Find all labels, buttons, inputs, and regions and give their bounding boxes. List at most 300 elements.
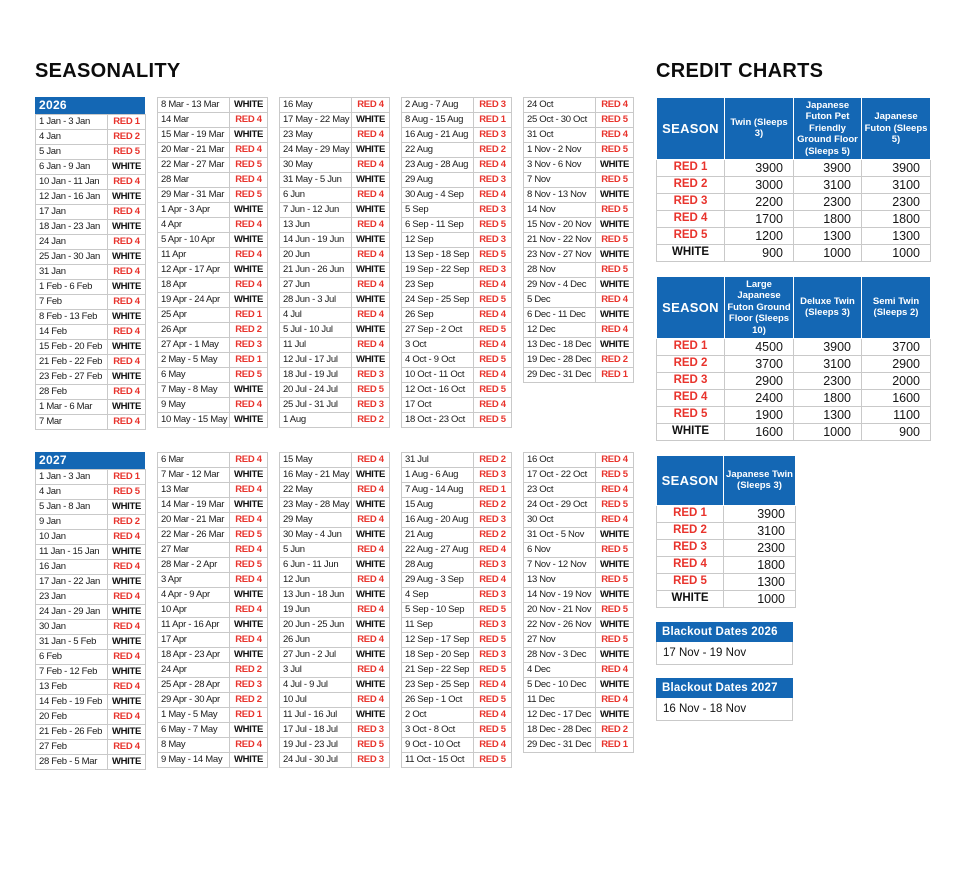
date-range-cell: 28 Nov	[524, 263, 596, 278]
date-range-cell: 6 Feb	[36, 650, 108, 665]
date-range-cell: 4 Jan	[36, 485, 108, 500]
season-cell: RED 4	[474, 543, 512, 558]
season-row	[158, 383, 268, 398]
credit-season-cell: RED 3	[657, 539, 724, 556]
season-cell: RED 5	[230, 368, 268, 383]
season-column-3	[279, 97, 389, 428]
season-row	[158, 233, 268, 248]
season-cell: RED 3	[474, 233, 512, 248]
credit-value-cell: 2300	[862, 193, 931, 210]
season-row	[524, 338, 634, 353]
credit-value-cell: 3900	[862, 159, 931, 176]
season-cell: RED 3	[474, 263, 512, 278]
date-range-cell: 20 Jun - 25 Jun	[280, 618, 352, 633]
season-row	[158, 543, 268, 558]
date-range-cell: 16 Aug - 20 Aug	[402, 513, 474, 528]
season-cell: RED 5	[596, 143, 634, 158]
date-range-cell: 10 Jan	[36, 530, 108, 545]
season-row	[280, 678, 390, 693]
date-range-cell: 4 Oct - 9 Oct	[402, 353, 474, 368]
date-range-cell: 28 Mar - 2 Apr	[158, 558, 230, 573]
season-row	[158, 113, 268, 128]
season-cell: RED 2	[596, 353, 634, 368]
season-row	[524, 723, 634, 738]
season-cell: RED 1	[108, 115, 146, 130]
credit-season-cell: RED 5	[657, 406, 725, 423]
season-row	[36, 485, 146, 500]
credit-value-cell: 1000	[862, 244, 931, 261]
date-range-cell: 26 Apr	[158, 323, 230, 338]
season-row	[524, 588, 634, 603]
season-column-3	[279, 452, 389, 768]
season-row	[524, 618, 634, 633]
season-row	[158, 218, 268, 233]
season-cell: WHITE	[108, 575, 146, 590]
season-cell: RED 5	[230, 558, 268, 573]
credit-row	[657, 355, 931, 372]
season-row	[280, 453, 390, 468]
season-cell: WHITE	[108, 755, 146, 770]
date-range-cell: 29 May	[280, 513, 352, 528]
date-range-cell: 4 Apr - 9 Apr	[158, 588, 230, 603]
season-row	[36, 160, 146, 175]
credit-value-cell: 2000	[862, 372, 931, 389]
season-row	[524, 233, 634, 248]
season-row	[402, 648, 512, 663]
season-row	[158, 588, 268, 603]
season-row	[280, 158, 390, 173]
date-range-cell: 20 Jun	[280, 248, 352, 263]
season-row	[158, 483, 268, 498]
date-range-cell: 30 May - 4 Jun	[280, 528, 352, 543]
date-range-cell: 23 Nov - 27 Nov	[524, 248, 596, 263]
season-row	[36, 545, 146, 560]
credit-row	[657, 539, 796, 556]
date-range-cell: 14 Jun - 19 Jun	[280, 233, 352, 248]
credit-charts-section	[656, 60, 936, 734]
date-range-cell: 29 Aug - 3 Sep	[402, 573, 474, 588]
season-cell: RED 4	[352, 188, 390, 203]
season-row	[158, 413, 268, 428]
season-row	[280, 573, 390, 588]
season-cell: RED 2	[108, 515, 146, 530]
season-row	[158, 663, 268, 678]
date-range-cell: 27 Apr - 1 May	[158, 338, 230, 353]
date-range-cell: 11 Jan - 15 Jan	[36, 545, 108, 560]
season-cell: RED 4	[352, 158, 390, 173]
blackout-box-1	[656, 622, 793, 665]
season-row	[402, 513, 512, 528]
date-range-cell: 5 Dec	[524, 293, 596, 308]
season-cell: WHITE	[230, 498, 268, 513]
season-row	[524, 693, 634, 708]
season-row	[280, 413, 390, 428]
season-cell: WHITE	[108, 605, 146, 620]
season-row	[36, 590, 146, 605]
season-row	[158, 573, 268, 588]
date-range-cell: 4 Dec	[524, 663, 596, 678]
credit-season-cell: RED 5	[657, 227, 725, 244]
date-range-cell: 18 Oct - 23 Oct	[402, 413, 474, 428]
date-range-cell: 11 Dec	[524, 693, 596, 708]
season-cell: WHITE	[596, 618, 634, 633]
season-row	[158, 338, 268, 353]
season-row	[524, 453, 634, 468]
season-row	[158, 693, 268, 708]
season-cell: RED 4	[230, 633, 268, 648]
date-range-cell: 19 Jun	[280, 603, 352, 618]
season-row	[524, 368, 634, 383]
season-cell: RED 5	[474, 218, 512, 233]
season-row	[402, 323, 512, 338]
date-range-cell: 7 Feb	[36, 295, 108, 310]
seasonality-title: SEASONALITY	[35, 60, 181, 82]
date-range-cell: 17 May - 22 May	[280, 113, 352, 128]
season-row	[524, 203, 634, 218]
seasonality-table	[157, 97, 268, 428]
season-cell: RED 4	[108, 205, 146, 220]
season-cell: RED 5	[596, 263, 634, 278]
season-row	[402, 308, 512, 323]
season-row	[280, 218, 390, 233]
date-range-cell: 23 Feb - 27 Feb	[36, 370, 108, 385]
season-row	[524, 513, 634, 528]
season-cell: RED 5	[474, 248, 512, 263]
date-range-cell: 8 Aug - 15 Aug	[402, 113, 474, 128]
season-row	[402, 263, 512, 278]
date-range-cell: 31 Oct - 5 Nov	[524, 528, 596, 543]
season-row	[36, 635, 146, 650]
season-column-2	[157, 97, 267, 428]
blackout-boxes	[656, 622, 936, 721]
season-cell: RED 5	[108, 485, 146, 500]
season-cell: RED 5	[474, 383, 512, 398]
season-cell: WHITE	[108, 370, 146, 385]
season-cell: WHITE	[596, 588, 634, 603]
season-row	[280, 708, 390, 723]
season-row	[158, 158, 268, 173]
date-range-cell: 11 Oct - 15 Oct	[402, 753, 474, 768]
season-cell: WHITE	[108, 500, 146, 515]
credit-row	[657, 338, 931, 355]
date-range-cell: 27 Sep - 2 Oct	[402, 323, 474, 338]
date-range-cell: 29 Dec - 31 Dec	[524, 738, 596, 753]
date-range-cell: 31 May - 5 Jun	[280, 173, 352, 188]
date-range-cell: 30 May	[280, 158, 352, 173]
season-cell: WHITE	[352, 558, 390, 573]
credit-table-1	[656, 97, 931, 262]
year-block-2027	[35, 452, 635, 770]
date-range-cell: 16 Aug - 21 Aug	[402, 128, 474, 143]
date-range-cell: 25 Jul - 31 Jul	[280, 398, 352, 413]
season-cell: RED 2	[230, 663, 268, 678]
date-range-cell: 20 Mar - 21 Mar	[158, 143, 230, 158]
season-row	[158, 738, 268, 753]
season-row	[280, 663, 390, 678]
seasonality-table	[157, 452, 268, 768]
date-range-cell: 13 Jun - 18 Jun	[280, 588, 352, 603]
season-row	[158, 128, 268, 143]
season-cell: WHITE	[352, 498, 390, 513]
season-cell: RED 5	[230, 528, 268, 543]
date-range-cell: 7 Nov - 12 Nov	[524, 558, 596, 573]
season-row	[402, 353, 512, 368]
season-row	[158, 678, 268, 693]
season-row	[402, 173, 512, 188]
date-range-cell: 31 Jan - 5 Feb	[36, 635, 108, 650]
credit-row	[657, 193, 931, 210]
season-cell: RED 4	[352, 603, 390, 618]
season-row	[402, 278, 512, 293]
blackout-title: Blackout Dates 2027	[656, 678, 793, 698]
date-range-cell: 11 Sep	[402, 618, 474, 633]
season-cell: WHITE	[596, 648, 634, 663]
season-cell: RED 4	[230, 173, 268, 188]
season-row	[524, 573, 634, 588]
season-cell: WHITE	[108, 340, 146, 355]
season-row	[36, 470, 146, 485]
credit-row	[657, 244, 931, 261]
date-range-cell: 21 Feb - 22 Feb	[36, 355, 108, 370]
date-range-cell: 8 May	[158, 738, 230, 753]
date-range-cell: 21 Feb - 26 Feb	[36, 725, 108, 740]
season-row	[402, 498, 512, 513]
season-cell: RED 4	[230, 453, 268, 468]
season-cell: RED 4	[352, 693, 390, 708]
season-cell: RED 4	[352, 308, 390, 323]
season-cell: RED 4	[352, 453, 390, 468]
season-cell: RED 4	[596, 128, 634, 143]
date-range-cell: 18 Jan - 23 Jan	[36, 220, 108, 235]
date-range-cell: 6 Nov	[524, 543, 596, 558]
credit-value-cell: 3900	[794, 159, 862, 176]
credit-value-cell: 3900	[725, 159, 794, 176]
date-range-cell: 1 Aug - 6 Aug	[402, 468, 474, 483]
credit-row	[657, 176, 931, 193]
season-cell: RED 3	[474, 618, 512, 633]
date-range-cell: 31 Jan	[36, 265, 108, 280]
season-row	[524, 323, 634, 338]
season-row	[524, 128, 634, 143]
credit-value-cell: 3100	[794, 355, 862, 372]
season-cell: RED 1	[596, 368, 634, 383]
seasonality-section	[35, 60, 635, 792]
season-row	[280, 633, 390, 648]
season-row	[524, 113, 634, 128]
date-range-cell: 10 Apr	[158, 603, 230, 618]
season-cell: WHITE	[352, 708, 390, 723]
season-cell: RED 4	[108, 235, 146, 250]
season-cell: RED 1	[474, 113, 512, 128]
credit-value-cell: 1300	[794, 406, 862, 423]
season-row	[158, 323, 268, 338]
season-cell: RED 5	[596, 468, 634, 483]
season-cell: WHITE	[230, 293, 268, 308]
date-range-cell: 4 Apr	[158, 218, 230, 233]
date-range-cell: 13 Sep - 18 Sep	[402, 248, 474, 263]
season-cell: RED 3	[474, 203, 512, 218]
season-row	[280, 528, 390, 543]
date-range-cell: 12 Dec	[524, 323, 596, 338]
season-cell: RED 1	[230, 308, 268, 323]
season-cell: RED 4	[474, 158, 512, 173]
credit-row	[657, 210, 931, 227]
season-row	[36, 725, 146, 740]
date-range-cell: 24 Jan - 29 Jan	[36, 605, 108, 620]
date-range-cell: 17 Oct	[402, 398, 474, 413]
season-cell: RED 4	[596, 323, 634, 338]
date-range-cell: 1 Feb - 6 Feb	[36, 280, 108, 295]
season-column-2	[157, 452, 267, 768]
season-cell: RED 5	[474, 323, 512, 338]
season-cell: WHITE	[352, 678, 390, 693]
season-row	[402, 483, 512, 498]
season-cell: RED 4	[474, 338, 512, 353]
season-row	[524, 278, 634, 293]
season-cell: RED 4	[352, 338, 390, 353]
season-cell: RED 4	[230, 278, 268, 293]
season-cell: RED 5	[596, 173, 634, 188]
date-range-cell: 4 Jan	[36, 130, 108, 145]
season-row	[280, 293, 390, 308]
season-row	[158, 278, 268, 293]
credit-season-cell: RED 5	[657, 573, 724, 590]
season-cell: WHITE	[108, 725, 146, 740]
date-range-cell: 24 Oct	[524, 98, 596, 113]
season-cell: RED 5	[596, 543, 634, 558]
credit-value-cell: 1800	[794, 210, 862, 227]
date-range-cell: 7 Nov	[524, 173, 596, 188]
season-row	[280, 368, 390, 383]
season-cell: RED 4	[474, 738, 512, 753]
credit-value-cell: 3000	[725, 176, 794, 193]
date-range-cell: 5 Apr - 10 Apr	[158, 233, 230, 248]
date-range-cell: 1 Jan - 3 Jan	[36, 115, 108, 130]
date-range-cell: 10 Jan - 11 Jan	[36, 175, 108, 190]
season-row	[524, 543, 634, 558]
season-row	[36, 340, 146, 355]
date-range-cell: 14 Nov - 19 Nov	[524, 588, 596, 603]
season-column-header: SEASON	[657, 98, 725, 160]
season-cell: WHITE	[596, 248, 634, 263]
season-row	[524, 293, 634, 308]
date-range-cell: 6 Mar	[158, 453, 230, 468]
season-row	[36, 710, 146, 725]
credit-row	[657, 389, 931, 406]
season-cell: WHITE	[108, 635, 146, 650]
season-column-header: SEASON	[657, 455, 724, 505]
credit-table-2	[656, 276, 931, 441]
date-range-cell: 13 Nov	[524, 573, 596, 588]
date-range-cell: 27 Jun	[280, 278, 352, 293]
season-row	[158, 603, 268, 618]
season-cell: WHITE	[108, 280, 146, 295]
seasonality-table	[523, 452, 634, 753]
date-range-cell: 23 May	[280, 128, 352, 143]
credit-value-cell: 1700	[725, 210, 794, 227]
credit-value-cell: 1300	[862, 227, 931, 244]
season-column-1	[35, 452, 145, 770]
season-row	[36, 385, 146, 400]
credit-value-cell: 2300	[794, 372, 862, 389]
season-cell: WHITE	[352, 263, 390, 278]
credit-row	[657, 590, 796, 607]
season-row	[36, 680, 146, 695]
date-range-cell: 12 Sep - 17 Sep	[402, 633, 474, 648]
date-range-cell: 28 Jun - 3 Jul	[280, 293, 352, 308]
date-range-cell: 7 Mar	[36, 415, 108, 430]
date-range-cell: 14 Mar	[158, 113, 230, 128]
room-column-header: Semi Twin (Sleeps 2)	[862, 276, 931, 338]
season-cell: RED 5	[474, 413, 512, 428]
date-range-cell: 11 Jul - 16 Jul	[280, 708, 352, 723]
season-cell: RED 5	[596, 203, 634, 218]
season-row	[402, 588, 512, 603]
season-row	[158, 723, 268, 738]
season-row	[280, 693, 390, 708]
date-range-cell: 25 Apr - 28 Apr	[158, 678, 230, 693]
season-row	[402, 663, 512, 678]
season-row	[402, 248, 512, 263]
season-cell: WHITE	[230, 128, 268, 143]
season-cell: RED 4	[352, 248, 390, 263]
credit-value-cell: 3100	[794, 176, 862, 193]
date-range-cell: 12 Apr - 17 Apr	[158, 263, 230, 278]
credit-header-row	[657, 455, 796, 505]
year-header-2026: 2026	[35, 97, 145, 114]
season-row	[158, 708, 268, 723]
season-cell: WHITE	[596, 558, 634, 573]
date-range-cell: 28 Feb - 5 Mar	[36, 755, 108, 770]
season-row	[524, 308, 634, 323]
season-row	[36, 190, 146, 205]
date-range-cell: 10 Jul	[280, 693, 352, 708]
season-cell: WHITE	[352, 618, 390, 633]
date-range-cell: 15 Feb - 20 Feb	[36, 340, 108, 355]
season-cell: RED 4	[474, 308, 512, 323]
date-range-cell: 26 Sep	[402, 308, 474, 323]
season-cell: WHITE	[230, 233, 268, 248]
credit-value-cell: 1300	[794, 227, 862, 244]
season-cell: RED 4	[108, 620, 146, 635]
credit-value-cell: 3900	[724, 505, 796, 522]
season-cell: RED 5	[474, 723, 512, 738]
date-range-cell: 21 Aug	[402, 528, 474, 543]
season-cell: RED 4	[596, 98, 634, 113]
credit-row	[657, 372, 931, 389]
season-column-1	[35, 97, 145, 430]
season-row	[402, 723, 512, 738]
credit-row	[657, 505, 796, 522]
season-cell: RED 4	[108, 530, 146, 545]
season-cell: RED 5	[230, 188, 268, 203]
season-row	[402, 143, 512, 158]
date-range-cell: 13 Jun	[280, 218, 352, 233]
season-row	[36, 325, 146, 340]
credit-value-cell: 1600	[725, 423, 794, 440]
date-range-cell: 12 Jan - 16 Jan	[36, 190, 108, 205]
room-column-header: Twin (Sleeps 3)	[725, 98, 794, 160]
season-row	[280, 753, 390, 768]
room-column-header: Japanese Futon (Sleeps 5)	[862, 98, 931, 160]
date-range-cell: 18 Dec - 28 Dec	[524, 723, 596, 738]
season-row	[280, 98, 390, 113]
season-row	[280, 233, 390, 248]
date-range-cell: 1 Aug	[280, 413, 352, 428]
season-cell: RED 4	[108, 680, 146, 695]
date-range-cell: 10 Oct - 11 Oct	[402, 368, 474, 383]
season-row	[280, 603, 390, 618]
